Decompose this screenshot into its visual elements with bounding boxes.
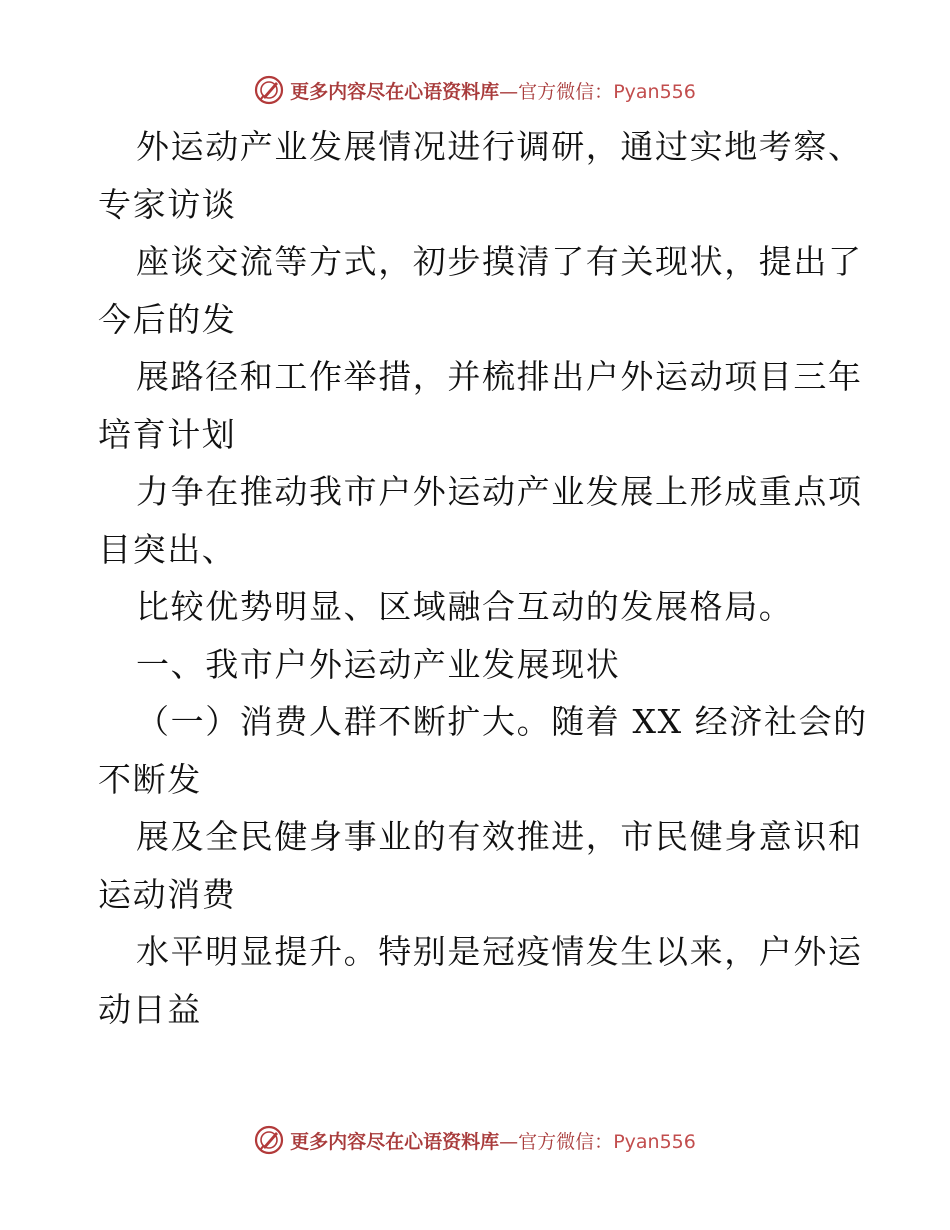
header-watermark (0, 70, 950, 110)
watermark-label: 官方微信： (518, 80, 614, 103)
paragraph-line: （一）消费人群不断扩大。随着 XX 经济社会的 (136, 702, 868, 741)
watermark-handle: Pyan556 (613, 80, 696, 103)
paragraph-line: 动日益 (98, 989, 202, 1029)
watermark-text (290, 1127, 696, 1154)
paragraph-line: 专家访谈 (98, 184, 237, 224)
paragraph-line: 座谈交流等方式，初步摸清了有关现状，提出了 (136, 242, 863, 281)
paragraph-line: 展及全民健身事业的有效推进，市民健身意识和 (136, 817, 863, 856)
paragraph-line: 培育计划 (98, 414, 237, 454)
watermark-dash: — (499, 1130, 519, 1153)
paragraph-line: 目突出、 (98, 529, 237, 569)
paragraph-line: 不断发 (98, 759, 202, 799)
quill-logo-icon (254, 75, 284, 105)
watermark-site: 更多内容尽在心语资料库 (290, 80, 500, 103)
paragraph-line: 展路径和工作举措，并梳排出户外运动项目三年 (136, 357, 863, 396)
document-body (98, 118, 868, 1038)
footer-watermark (0, 1120, 950, 1160)
watermark-site: 更多内容尽在心语资料库 (290, 1130, 500, 1153)
watermark-label: 官方微信： (518, 1130, 614, 1153)
paragraph-line: 比较优势明显、区域融合互动的发展格局。 (136, 587, 794, 626)
paragraph-line: 外运动产业发展情况进行调研，通过实地考察、 (136, 127, 863, 166)
section-heading: 一、我市户外运动产业发展现状 (136, 644, 621, 684)
quill-logo-icon (254, 1125, 284, 1155)
watermark-text (290, 77, 696, 104)
paragraph-line: 力争在推动我市户外运动产业发展上形成重点项 (136, 472, 863, 511)
watermark-handle: Pyan556 (613, 1130, 696, 1153)
paragraph-line: 今后的发 (98, 299, 237, 339)
paragraph-line: 运动消费 (98, 874, 237, 914)
paragraph-line: 水平明显提升。特别是冠疫情发生以来，户外运 (136, 932, 863, 971)
watermark-dash: — (499, 80, 519, 103)
